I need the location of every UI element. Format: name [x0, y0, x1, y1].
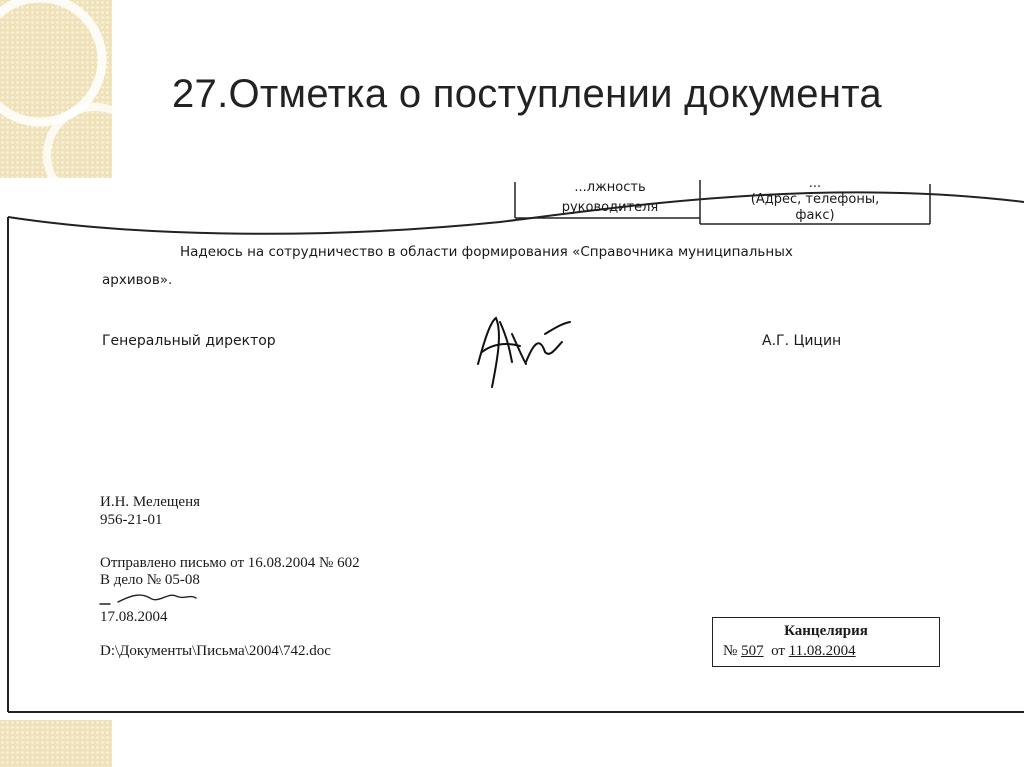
- file-path: D:\Документы\Письма\2004\742.doc: [100, 643, 331, 659]
- stamp-date: 11.08.2004: [788, 643, 856, 659]
- signer-position: Генеральный директор: [102, 333, 276, 349]
- letter-body-line-1: Надеюсь на сотрудничество в области формирования «Справочника муниципальных: [180, 244, 793, 260]
- slide-title: 27.Отметка о поступлении документа: [172, 72, 882, 116]
- signature-director: [478, 318, 570, 387]
- scanned-document: [0, 172, 1024, 720]
- letter-body-line-2: архивов».: [102, 272, 173, 288]
- stamp-number: 507: [741, 643, 764, 659]
- header-cell-contacts-line2: факс): [795, 208, 835, 223]
- stamp-date-prefix: от: [771, 643, 785, 659]
- stamp-title: Канцелярия: [784, 623, 868, 639]
- header-cell-contacts-top: ...: [808, 176, 822, 191]
- signature-file: [100, 595, 196, 604]
- registration-stamp: [712, 617, 940, 667]
- file-date: 17.08.2004: [100, 609, 168, 625]
- file-note: В дело № 05-08: [100, 572, 200, 588]
- stamp-number-prefix: №: [723, 643, 738, 659]
- executor-name: И.Н. Мелещеня: [100, 494, 200, 510]
- header-cell-position-top: ...лжность: [574, 180, 646, 195]
- executor-phone: 956-21-01: [100, 512, 163, 528]
- header-cell-position: руководителя: [561, 200, 659, 215]
- stamp-registration-line: [723, 643, 856, 660]
- signer-name: А.Г. Цицин: [762, 333, 842, 349]
- header-cell-contacts-line1: (Адрес, телефоны,: [750, 192, 880, 207]
- decorative-corner-top-left: [0, 0, 112, 178]
- sent-note: Отправлено письмо от 16.08.2004 № 602: [100, 555, 360, 571]
- decorative-corner-bottom-left: [0, 720, 112, 767]
